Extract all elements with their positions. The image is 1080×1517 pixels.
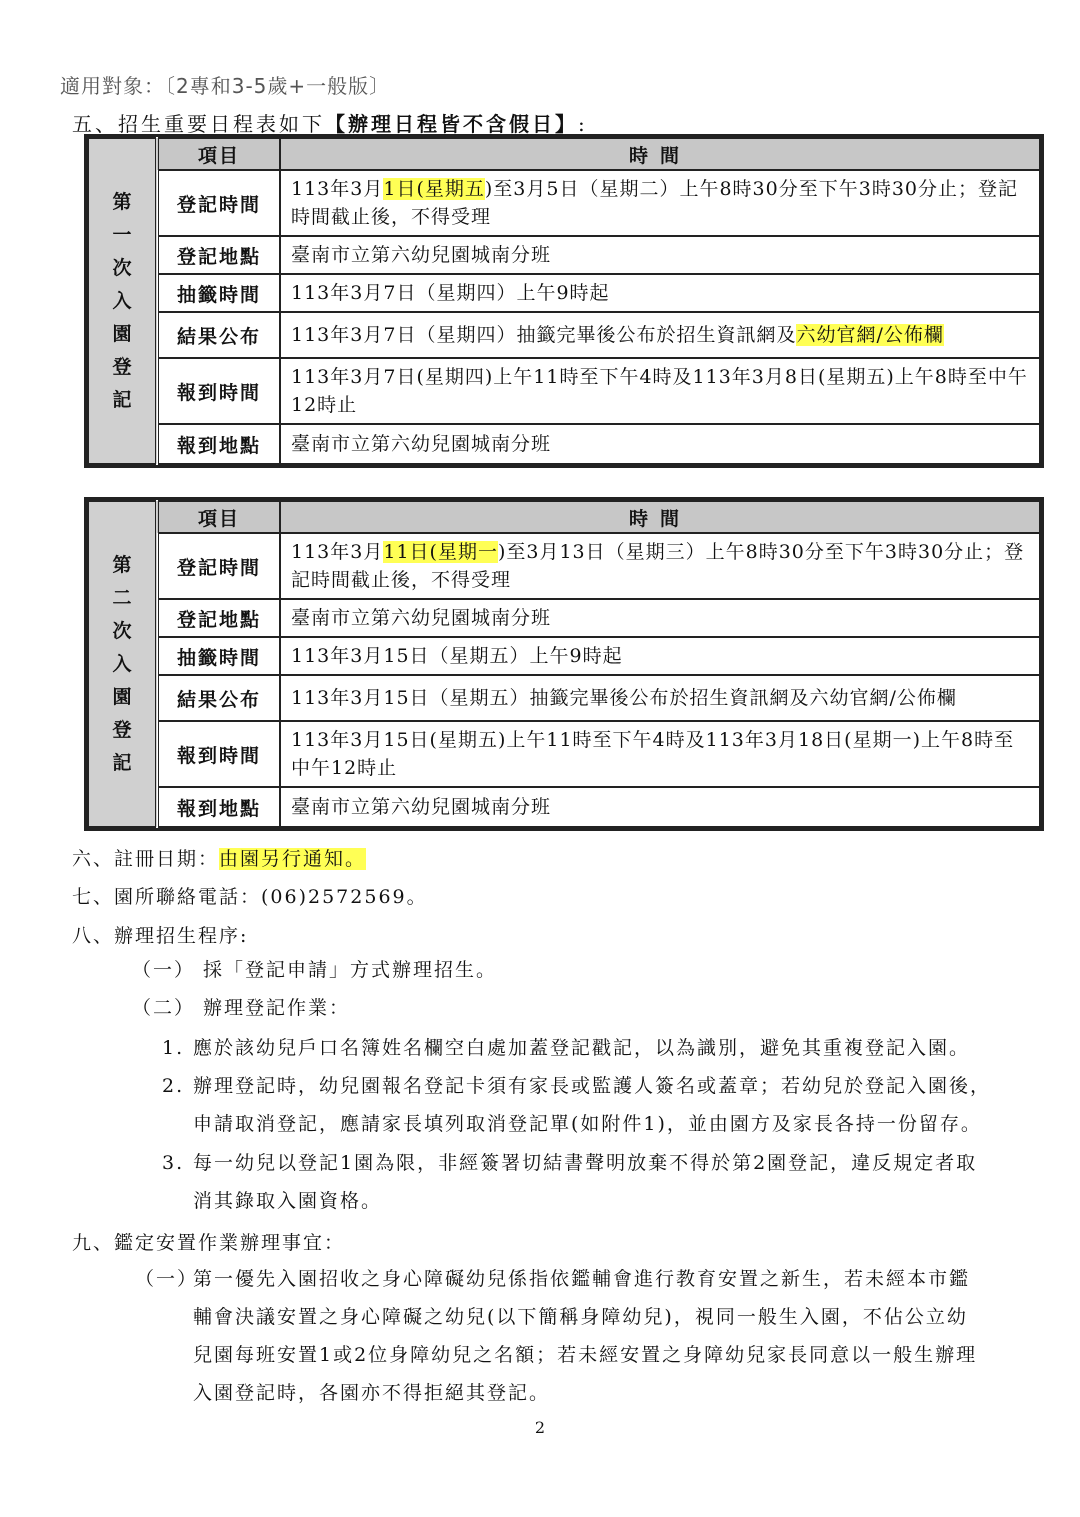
section-9-title: 九、鑑定安置作業辦理事宜：: [72, 1232, 346, 1254]
result-announcement: 113年3月15日（星期五）抽籤完畢後公布於招生資訊網及六幼官網/公佈欄: [280, 675, 1040, 721]
registration-time: 113年3月11日(星期一)至3月13日（星期三）上午8時30分至下午3時30分止；登記時間截止後，不得受理: [280, 533, 1040, 599]
draw-time: 113年3月7日（星期四）上午9時起: [280, 274, 1040, 312]
audience-label: 適用對象：〔2專和3-5歲+一般版〕: [60, 74, 391, 98]
row-label: 抽籤時間: [157, 637, 280, 675]
section-5-prefix: 五、招生重要日程表如下: [72, 112, 325, 136]
section-8-title: 八、辦理招生程序:: [72, 925, 249, 947]
round1-side-label: 第 一 次 入 園 登 記: [88, 138, 157, 464]
row-label: 報到地點: [157, 424, 280, 464]
result-announcement: 113年3月7日（星期四）抽籤完畢後公布於招生資訊網及六幼官網/公佈欄: [280, 312, 1040, 358]
list-item: 每一幼兒以登記1園為限，非經簽署切結書聲明放棄不得於第2園登記，違反規定者取: [193, 1152, 978, 1174]
row-label: 結果公布: [157, 675, 280, 721]
section-8-item-2: （二） 辦理登記作業：: [132, 997, 351, 1019]
list-number: 1.: [162, 1037, 185, 1059]
section-8-item-1: （一） 採「登記申請」方式辦理招生。: [132, 959, 498, 981]
section-9-line: 第一優先入園招收之身心障礙幼兒係指依鑑輔會進行教育安置之新生，若未經本市鑑: [193, 1268, 971, 1290]
row-label: 結果公布: [157, 312, 280, 358]
section-7: 七、園所聯絡電話：(06)2572569。: [72, 886, 428, 908]
list-item-continued: 消其錄取入園資格。: [193, 1190, 383, 1212]
row-label: 報到時間: [157, 721, 280, 787]
registration-location: 臺南市立第六幼兒園城南分班: [280, 236, 1040, 274]
registration-time: 113年3月1日(星期五)至3月5日（星期二）上午8時30分至下午3時30分止；登記時間截止後，不得受理: [280, 170, 1040, 236]
section-9-item-number: （一）: [135, 1268, 199, 1290]
report-location: 臺南市立第六幼兒園城南分班: [280, 424, 1040, 464]
draw-time: 113年3月15日（星期五）上午9時起: [280, 637, 1040, 675]
row-label: 登記時間: [157, 170, 280, 236]
section-6: [72, 844, 366, 871]
row-label: 登記地點: [157, 236, 280, 274]
row-label: 抽籤時間: [157, 274, 280, 312]
list-item: 應於該幼兒戶口名簿姓名欄空白處加蓋登記戳記，以為識別，避免其重複登記入園。: [193, 1037, 971, 1059]
section-9-line: 入園登記時，各園亦不得拒絕其登記。: [193, 1382, 551, 1404]
section-5-title: [72, 108, 588, 137]
header-time: 時間: [280, 138, 1040, 170]
header-item: 項目: [157, 501, 280, 533]
report-time: 113年3月7日(星期四)上午11時至下午4時及113年3月8日(星期五)上午8時至中午12時止: [280, 358, 1040, 424]
list-number: 2.: [162, 1075, 185, 1097]
header-time: 時間: [280, 501, 1040, 533]
row-label: 報到時間: [157, 358, 280, 424]
section-6-value: 由園另行通知。: [219, 848, 367, 870]
section-5-bold: 【辦理日程皆不含假日】: [325, 112, 578, 136]
row-label: 登記地點: [157, 599, 280, 637]
report-time: 113年3月15日(星期五)上午11時至下午4時及113年3月18日(星期一)上午8時至中午12時止: [280, 721, 1040, 787]
row-label: 登記時間: [157, 533, 280, 599]
row-label: 報到地點: [157, 787, 280, 827]
list-item-continued: 申請取消登記，應請家長填列取消登記單(如附件1)，並由園方及家長各持一份留存。: [193, 1113, 982, 1135]
round2-schedule-table: [84, 497, 1044, 831]
list-item: 辦理登記時，幼兒園報名登記卡須有家長或監護人簽名或蓋章；若幼兒於登記入園後，: [193, 1075, 992, 1097]
section-9-line: 輔會決議安置之身心障礙之幼兒(以下簡稱身障幼兒)，視同一般生入園，不佔公立幼: [193, 1306, 968, 1328]
list-number: 3.: [162, 1152, 185, 1174]
report-location: 臺南市立第六幼兒園城南分班: [280, 787, 1040, 827]
registration-location: 臺南市立第六幼兒園城南分班: [280, 599, 1040, 637]
section-9-line: 兒園每班安置1或2位身障幼兒之名額；若未經安置之身障幼兒家長同意以一般生辦理: [193, 1344, 978, 1366]
section-5-suffix: :: [578, 112, 588, 136]
page-number: 2: [534, 1418, 546, 1437]
header-item: 項目: [157, 138, 280, 170]
section-6-label: 六、註冊日期：: [72, 848, 220, 870]
round2-side-label: 第 二 次 入 園 登 記: [88, 501, 157, 827]
round1-schedule-table: [84, 134, 1044, 468]
